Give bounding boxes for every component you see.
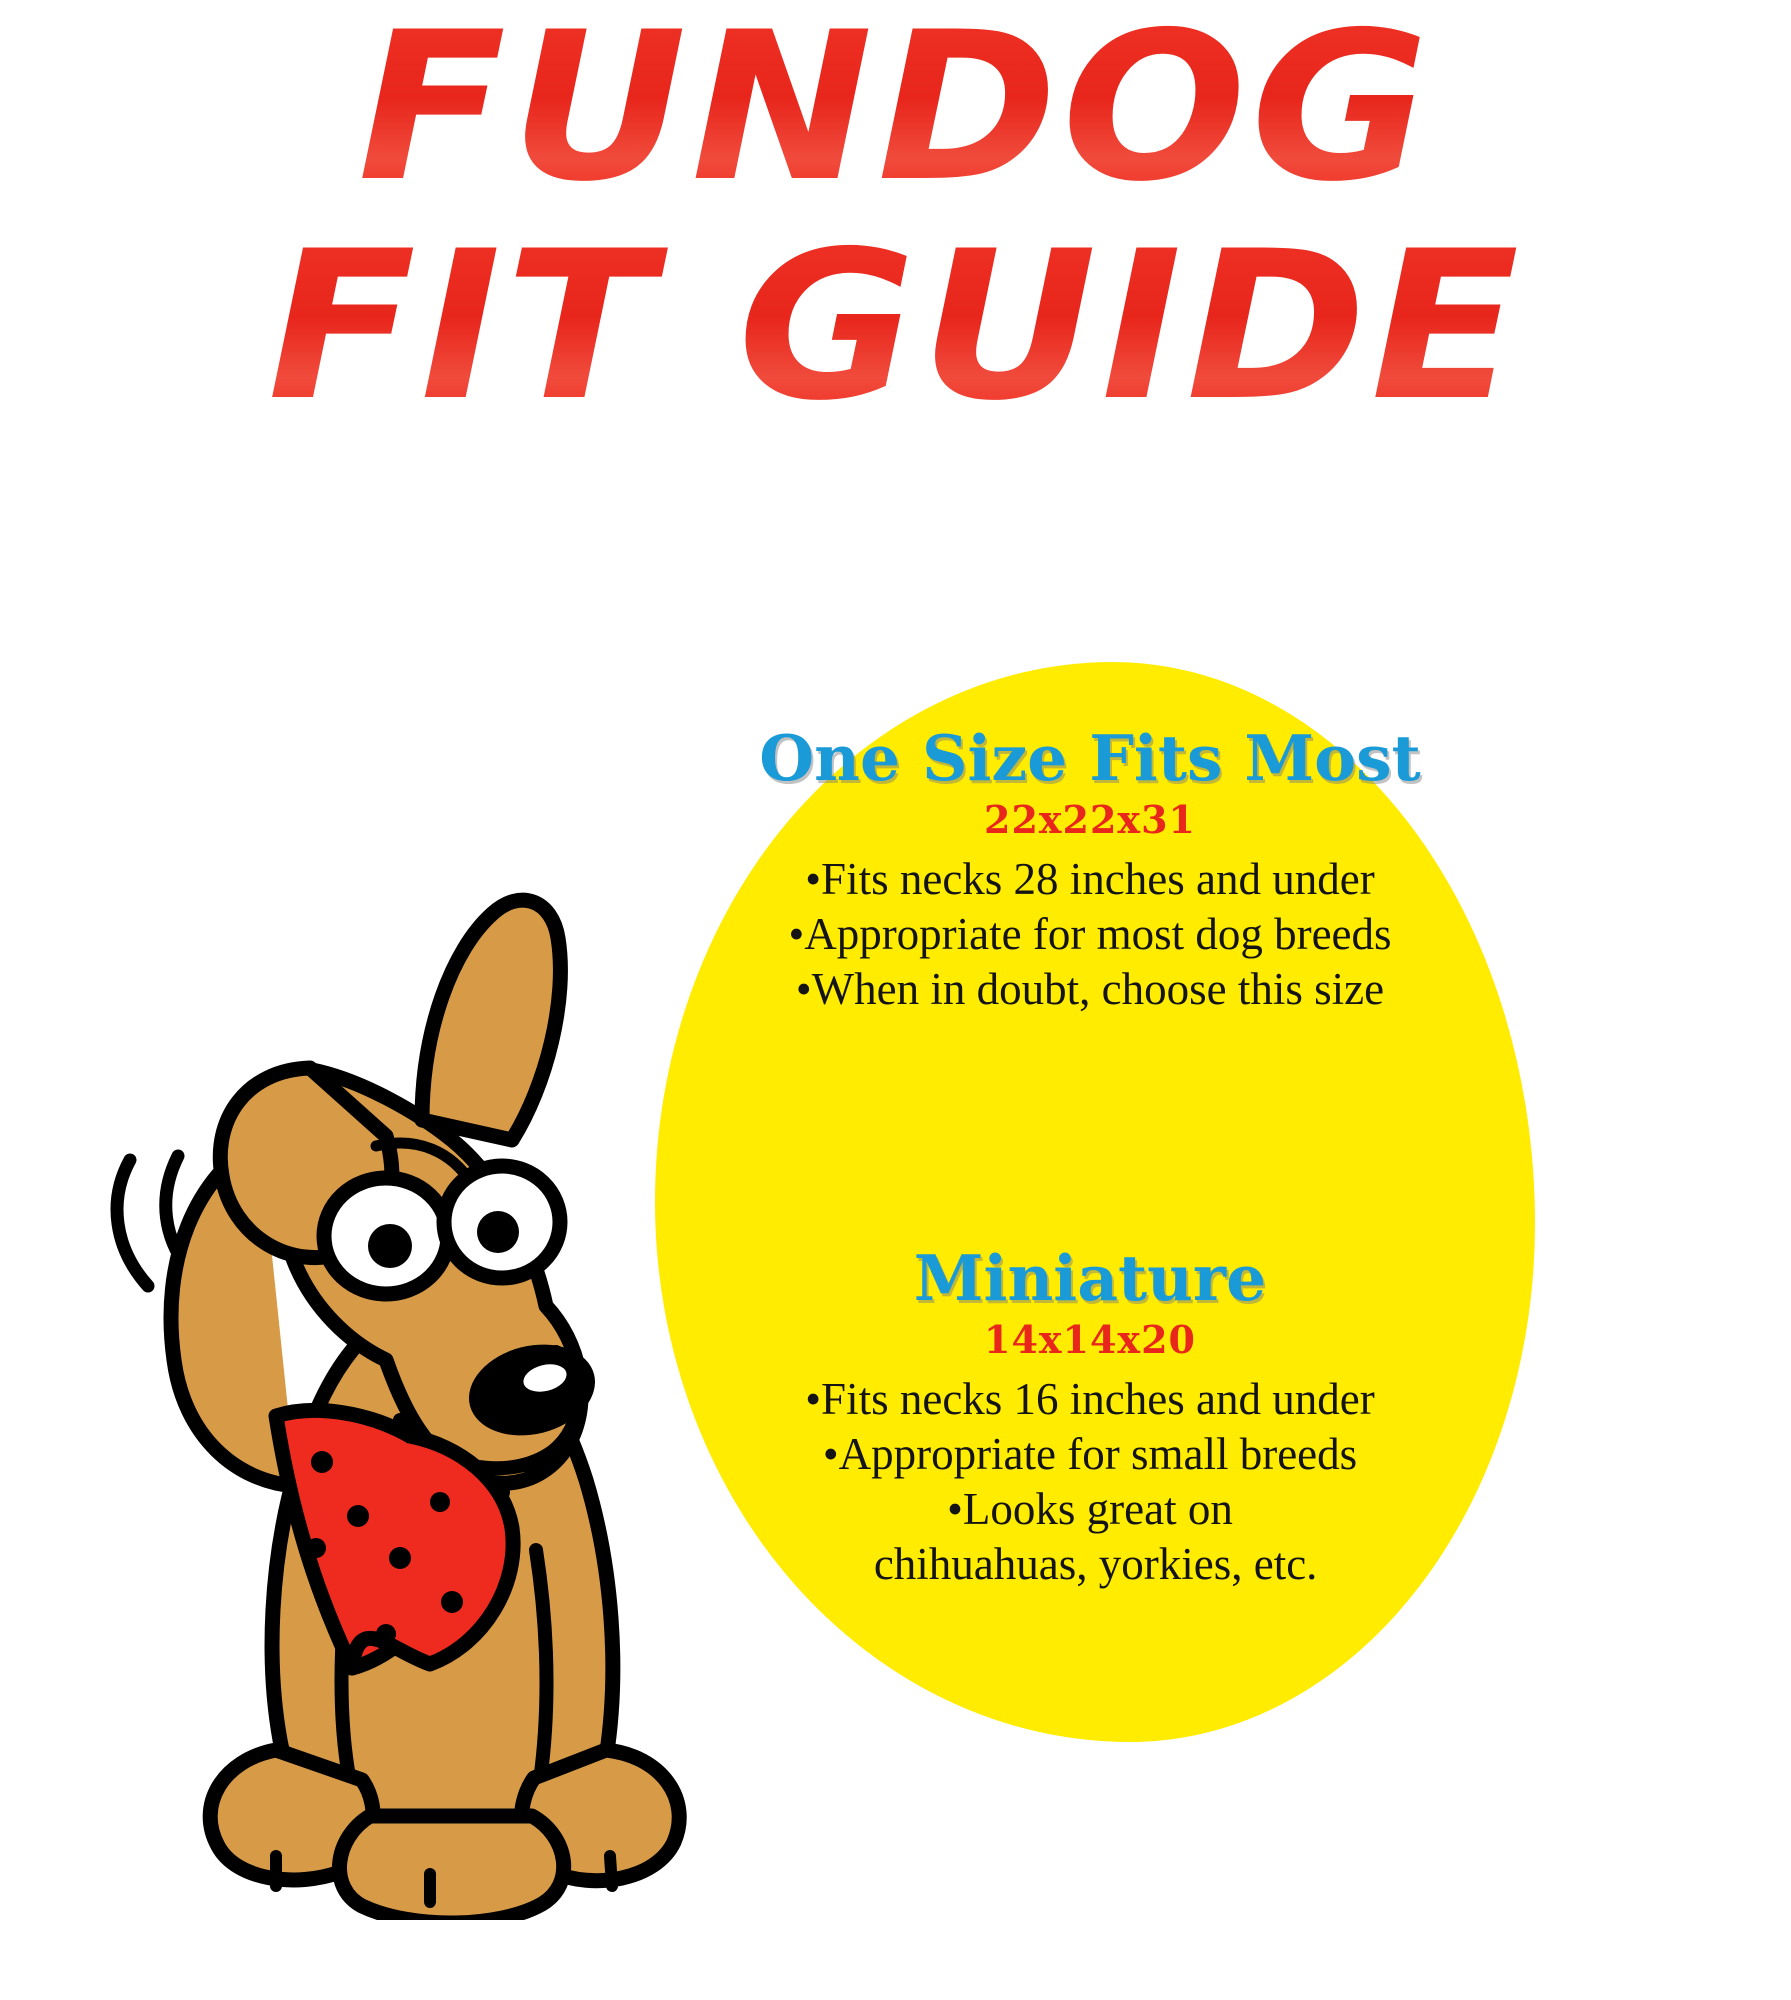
panel-heading: One Size Fits Most — [759, 721, 1421, 795]
title-line-one: FUNDOG — [0, 8, 1791, 209]
bullet-item: chihuahuas, yorkies, etc. — [862, 1538, 1318, 1589]
bullet-item: •Appropriate for small breeds — [822, 1429, 1358, 1480]
panel-dimensions: 22x22x31 — [984, 797, 1196, 843]
panel-heading: Miniature — [913, 1241, 1267, 1315]
size-panel-miniature — [660, 1241, 1520, 1592]
bullet-item: •When in doubt, choose this size — [795, 963, 1385, 1014]
bullet-item: •Fits necks 16 inches and under — [805, 1374, 1375, 1425]
panel-dimensions: 14x14x20 — [984, 1317, 1196, 1363]
bullet-item: •Looks great on — [947, 1483, 1233, 1534]
panel-bullet-list — [660, 1372, 1520, 1592]
page-title — [0, 0, 1791, 446]
size-panel-one-size-fits-most — [660, 721, 1520, 1017]
title-line-two: FIT GUIDE — [0, 227, 1791, 428]
bullet-item: •Fits necks 28 inches and under — [805, 854, 1375, 905]
panel-bullet-list — [660, 852, 1520, 1017]
bullet-item: •Appropriate for most dog breeds — [788, 909, 1392, 960]
